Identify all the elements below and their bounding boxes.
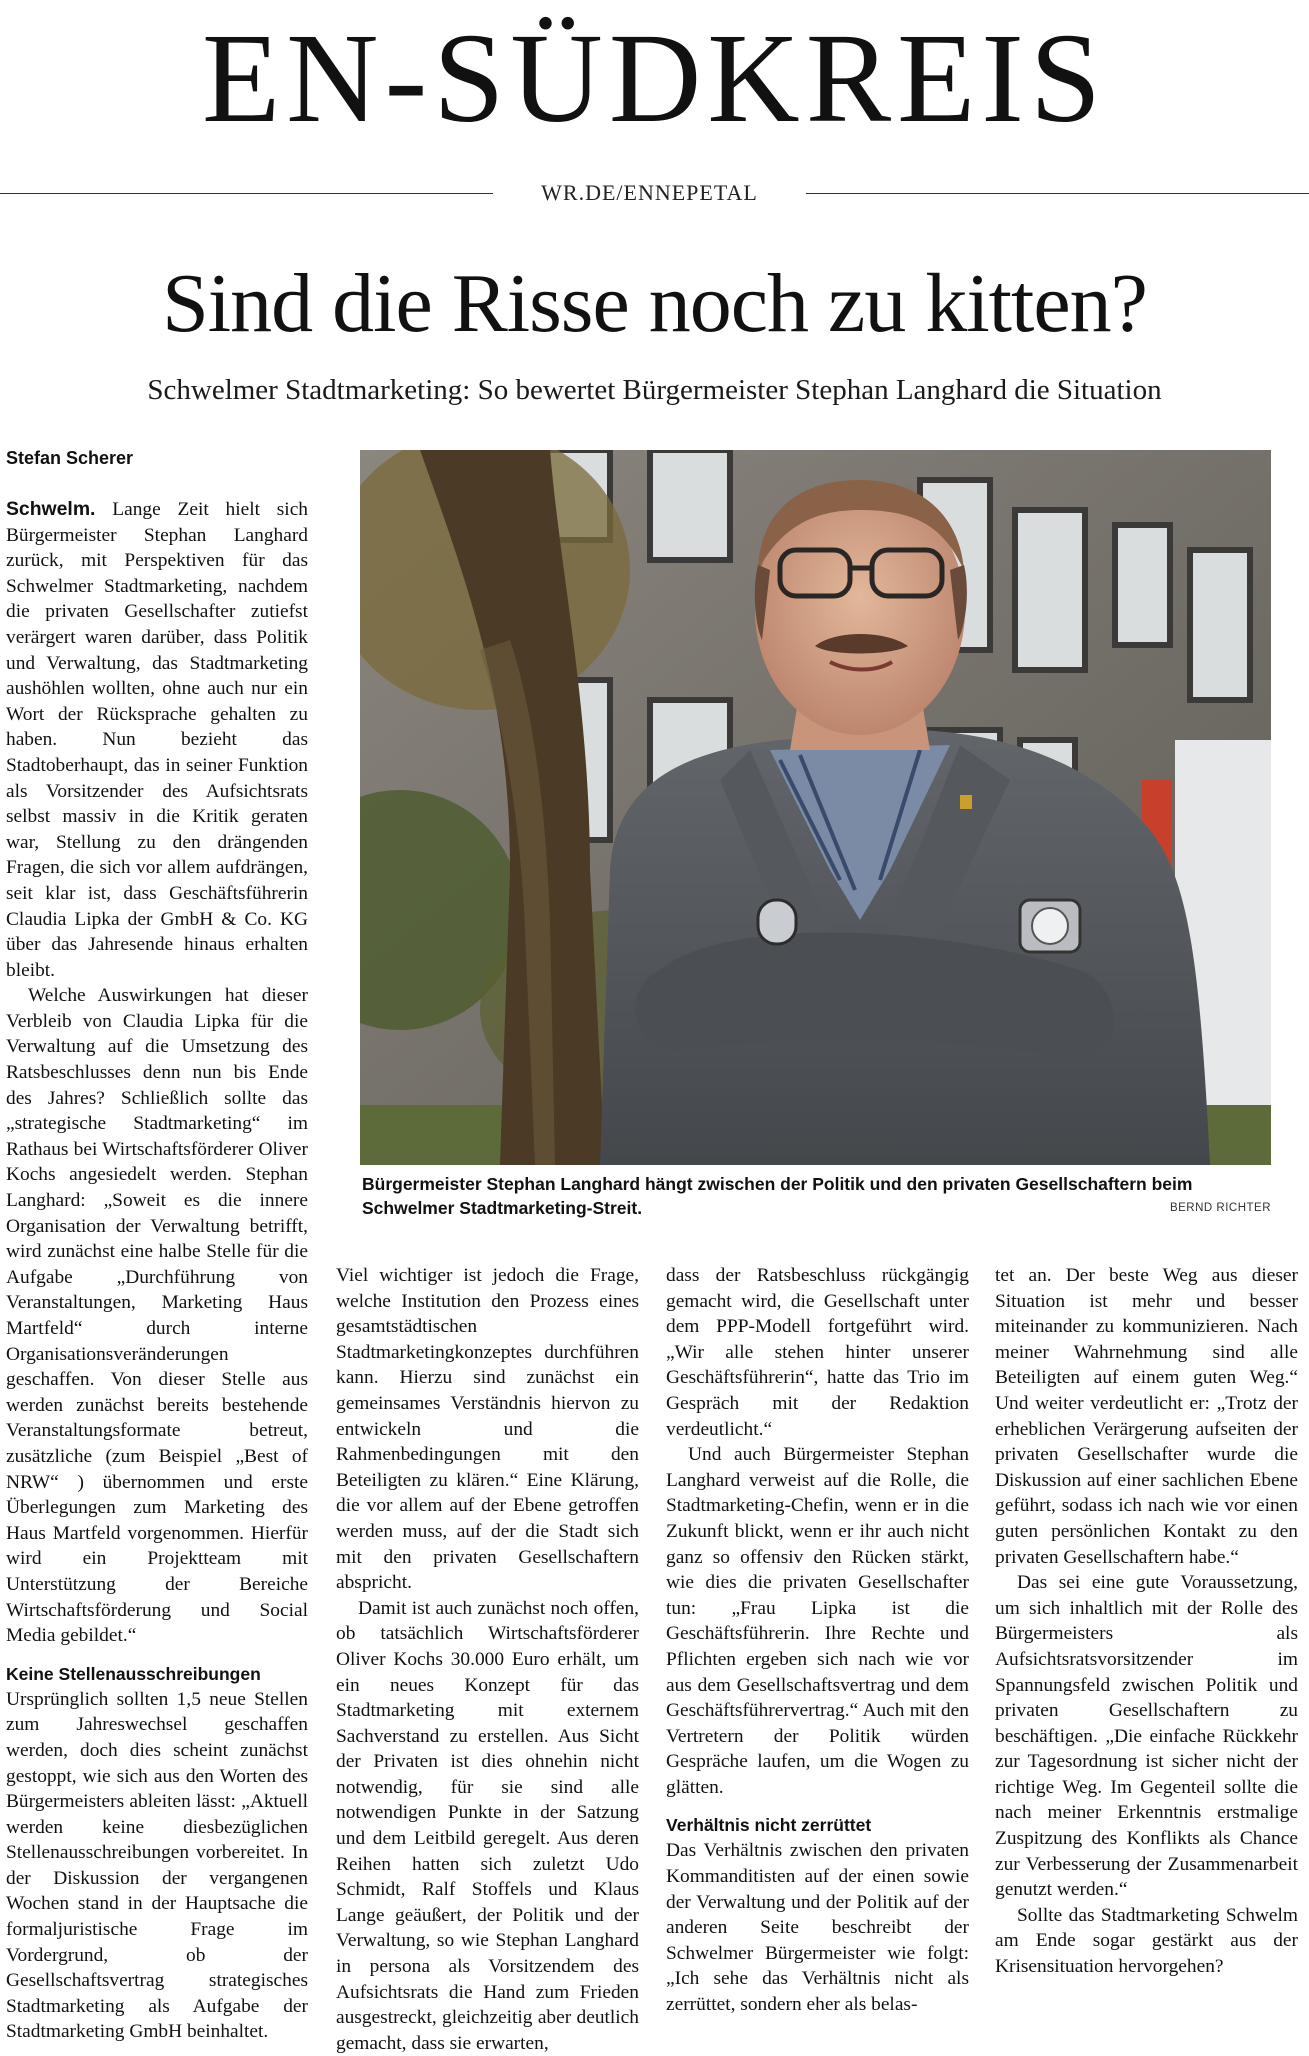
article-column-2 — [336, 1263, 639, 2056]
subheading: Verhältnis nicht zerrüttet — [666, 1815, 872, 1836]
portrait-illustration — [360, 450, 1271, 1165]
paragraph: tet an. Der beste Weg aus dieser Situation ist mehr und besser miteinander zu kommunizieren. Nach meiner Wahrnehmung sind alle Beteiligten auf einem guten Weg.“ Und weiter verdeutlicht er: „Trotz der erheblichen Verärgerung aufseiten der privaten Gesellschafter wurde die Diskussion auf einer sachlichen Ebene geführt, sodass ich nach wie vor einen guten persönlichen Kontakt zu den privaten Gesellschaftern habe.“ — [995, 1265, 1298, 1568]
paragraph — [6, 497, 308, 983]
paragraph: Und auch Bürgermeister Stephan Langhard verweist auf die Rolle, die Stadtmarketing-Chefin, wenn er in die Zukunft blickt, wenn er ihr auch nicht ganz so offensiv den Rücken stärkt, wie dies die privaten Gesellschafter tun: „Frau Lipka ist die Geschäftsführerin. Ihre Rechte und Pflichten ergeben sich nach wie vor aus dem Gesellschaftsvertrag und dem Geschäftsführervertrag.“ Auch mit den Vertretern der Politik würden Gespräche laufen, um die Wogen zu glätten. — [666, 1444, 969, 1798]
author-byline: Stefan Scherer — [6, 448, 134, 468]
paragraph: dass der Ratsbeschluss rückgängig gemacht wird, die Gesellschaft unter dem PPP-Modell fortgeführt wird. „Wir alle stehen hinter unserer Geschäftsführerin“, hatte das Trio im Gespräch mit der Redaktion verdeutlicht.“ — [666, 1265, 969, 1440]
article-column-3 — [666, 1263, 969, 2018]
paragraph-text: Lange Zeit hielt sich Bürgermeister Stephan Langhard zurück, mit Perspektiven für das Schwelmer Stadtmarketing, nachdem die privaten Gesellschafter zutiefst verärgert waren darüber, dass Politik und Verwaltung, das Stadtmarketing aushöhlen wollten, ohne auch nur ein Wort der Rücksprache gehalten zu haben. Nun bezieht das Stadtoberhaupt, das in seiner Funktion als Vorsitzender des Aufsichtsrats selbst massiv in die Kritik geraten war, Stellung zu den drängenden Fragen, die sich vor allem aufdrängen, seit klar ist, dass Geschäftsführerin Claudia Lipka der GmbH & Co. KG über das Jahresende hinaus erhalten bleibt. — [6, 499, 308, 981]
dateline: Schwelm. — [6, 498, 96, 520]
subheading: Keine Stellenausschreibungen — [6, 1663, 261, 1684]
article-column-1 — [6, 497, 308, 2045]
paragraph: Das Verhältnis zwischen den privaten Kommanditisten auf der einen sowie der Verwaltung und der Politik auf der anderen Seite beschreibt der Schwelmer Bürgermeister wie folgt: „Ich sehe das Verhältnis nicht als zerrüttet, sondern eher als belas- — [666, 1840, 969, 2016]
article-column-4 — [995, 1263, 1298, 1980]
article-subheadline: Schwelmer Stadtmarketing: So bewertet Bürgermeister Stephan Langhard die Situation — [147, 374, 1162, 406]
masthead-rule-left — [0, 193, 493, 194]
paragraph: Welche Auswirkungen hat dieser Verbleib von Claudia Lipka für die Verwaltung auf die Umsetzung des Ratsbeschlusses denn nun bis Ende des Jahres? Schließlich sollte das „strategische Stadtmarketing“ im Rathaus bei Wirtschaftsförderer Oliver Kochs angesiedelt werden. Stephan Langhard: „Soweit es die innere Organisation der Verwaltung betrifft, wird zunächst eine halbe Stelle für die Aufgabe „Durchführung von Veranstaltungen, Marketing Haus Martfeld“ durch interne Organisationsveränderungen geschaffen. Von dieser Stelle aus werden zunächst bereits bestehende Veranstaltungsformate betreut, zusätzliche (zum Beispiel „Best of NRW“ ) übernommen und erste Überlegungen zum Marketing des Haus Martfeld vorgenommen. Hierfür wird ein Projektteam mit Unterstützung der Bereiche Wirtschaftsförderung und Social Media gebildet.“ — [6, 985, 308, 1647]
masthead-title: EN-SÜDKREIS — [201, 7, 1108, 149]
paragraph: Ursprünglich sollten 1,5 neue Stellen zum Jahreswechsel geschaffen werden, doch dies scheint zunächst gestoppt, wie sich aus den Worten des Bürgermeisters ableiten lässt: „Aktuell werden keine diesbezüglichen Stellenausschreibungen vorbereitet. In der Diskussion der vergangenen Wochen stand in der Hauptsache die formaljuristische Frage im Vordergrund, ob der Gesellschaftsvertrag strategisches Stadtmarketing als Aufgabe der Stadtmarketing GmbH beinhaltet. — [6, 1688, 308, 2043]
paragraph: Sollte das Stadtmarketing Schwelm am Ende sogar gestärkt aus der Krisensituation hervorgehen? — [995, 1904, 1298, 1978]
article-headline: Sind die Risse noch zu kitten? — [162, 257, 1147, 350]
paragraph: Das sei eine gute Voraussetzung, um sich inhaltlich mit der Rolle des Bürgermeisters als Aufsichtsratsvorsitzender im Spannungsfeld zwischen Politik und privaten Gesellschaftern zu beschäftigen. „Die einfache Rückkehr zur Tagesordnung ist sicher nicht der richtige Weg. Im Gegenteil sollte die nach meiner Erkenntnis erstmalige Zuspitzung des Konflikts als Chance zur Verbesserung der Zusammenarbeit genutzt werden.“ — [995, 1572, 1298, 1901]
photo-credit: BERND RICHTER — [1169, 1202, 1271, 1214]
masthead-rule-right — [806, 193, 1309, 194]
paragraph: Damit ist auch zunächst noch offen, ob tatsächlich Wirtschaftsförderer Oliver Kochs 30.000 Euro erhält, um ein neues Konzept für das Stadtmarketing mit externem Sachverstand zu erstellen. Aus Sicht der Privaten ist dies ohnehin nicht notwendig, für sie sind alle notwendigen Punkte in der Satzung und dem Leitbild geregelt. Aus deren Reihen hatten sich zuletzt Udo Schmidt, Ralf Stoffels und Klaus Lange geäußert, der Politik und der Verwaltung, so wie Stephan Langhard in persona als Vorsitzendem des Aufsichtsrats die Hand zum Frieden ausgestreckt, gleichzeitig aber deutlich gemacht, dass sie erwarten, — [336, 1597, 639, 2054]
paragraph: Viel wichtiger ist jedoch die Frage, welche Institution den Prozess eines gesamtstädtischen Stadtmarketingkonzeptes durchführen kann. Hierzu sind zunächst ein gemeinsames Verständnis hiervon zu entwickeln und die Rahmenbedingungen mit den Beteiligten zu klären.“ Eine Klärung, die vor allem auf der Ebene getroffen werden muss, auf der die Stadt sich mit den privaten Gesellschaftern abspricht. — [336, 1265, 639, 1594]
photo-caption: Bürgermeister Stephan Langhard hängt zwischen der Politik und den privaten Gesellschaftern beim Schwelmer Stadtmarketing-Streit. — [362, 1174, 1193, 1218]
section-url[interactable]: WR.DE/ENNEPETAL — [541, 180, 758, 205]
article-photo — [360, 450, 1271, 1165]
